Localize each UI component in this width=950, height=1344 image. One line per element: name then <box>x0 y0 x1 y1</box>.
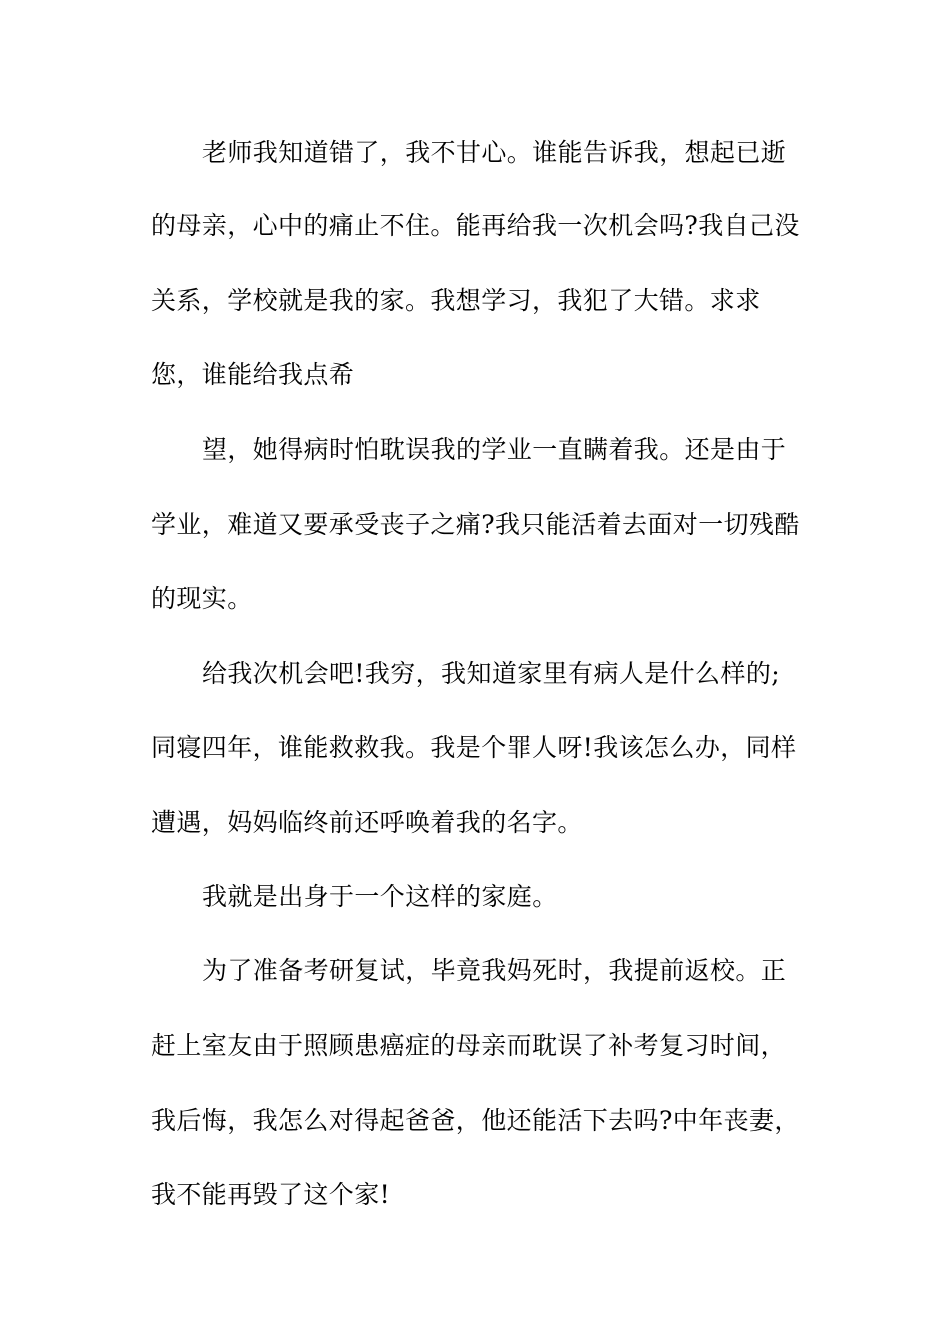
text-line-9: 同寝四年，谁能救救我。我是个罪人呀!我该怎么办，同样 <box>151 733 797 762</box>
text-line-2: 的母亲，心中的痛止不住。能再给我一次机会吗?我自己没 <box>151 211 800 240</box>
text-line-5: 望，她得病时怕耽误我的学业一直瞒着我。还是由于 <box>202 435 787 464</box>
text-line-8: 给我次机会吧!我穷，我知道家里有病人是什么样的; <box>202 659 781 688</box>
text-line-3: 关系，学校就是我的家。我想学习，我犯了大错。求求 <box>151 286 761 315</box>
text-line-1: 老师我知道错了，我不甘心。谁能告诉我，想起已逝 <box>202 138 787 167</box>
text-line-14: 我后悔，我怎么对得起爸爸，他还能活下去吗?中年丧妻， <box>151 1106 800 1135</box>
text-line-4: 您，谁能给我点希 <box>151 360 355 389</box>
text-line-15: 我不能再毁了这个家! <box>151 1180 391 1209</box>
text-line-7: 的现实。 <box>151 584 253 613</box>
text-line-13: 赶上室友由于照顾患癌症的母亲而耽误了补考复习时间， <box>151 1031 787 1060</box>
text-line-10: 遭遇，妈妈临终前还呼唤着我的名字。 <box>151 808 583 837</box>
text-line-6: 学业，难道又要承受丧子之痛?我只能活着去面对一切残酷 <box>151 510 800 539</box>
text-line-12: 为了准备考研复试，毕竟我妈死时，我提前返校。正 <box>202 956 787 985</box>
text-line-11: 我就是出身于一个这样的家庭。 <box>202 882 558 911</box>
